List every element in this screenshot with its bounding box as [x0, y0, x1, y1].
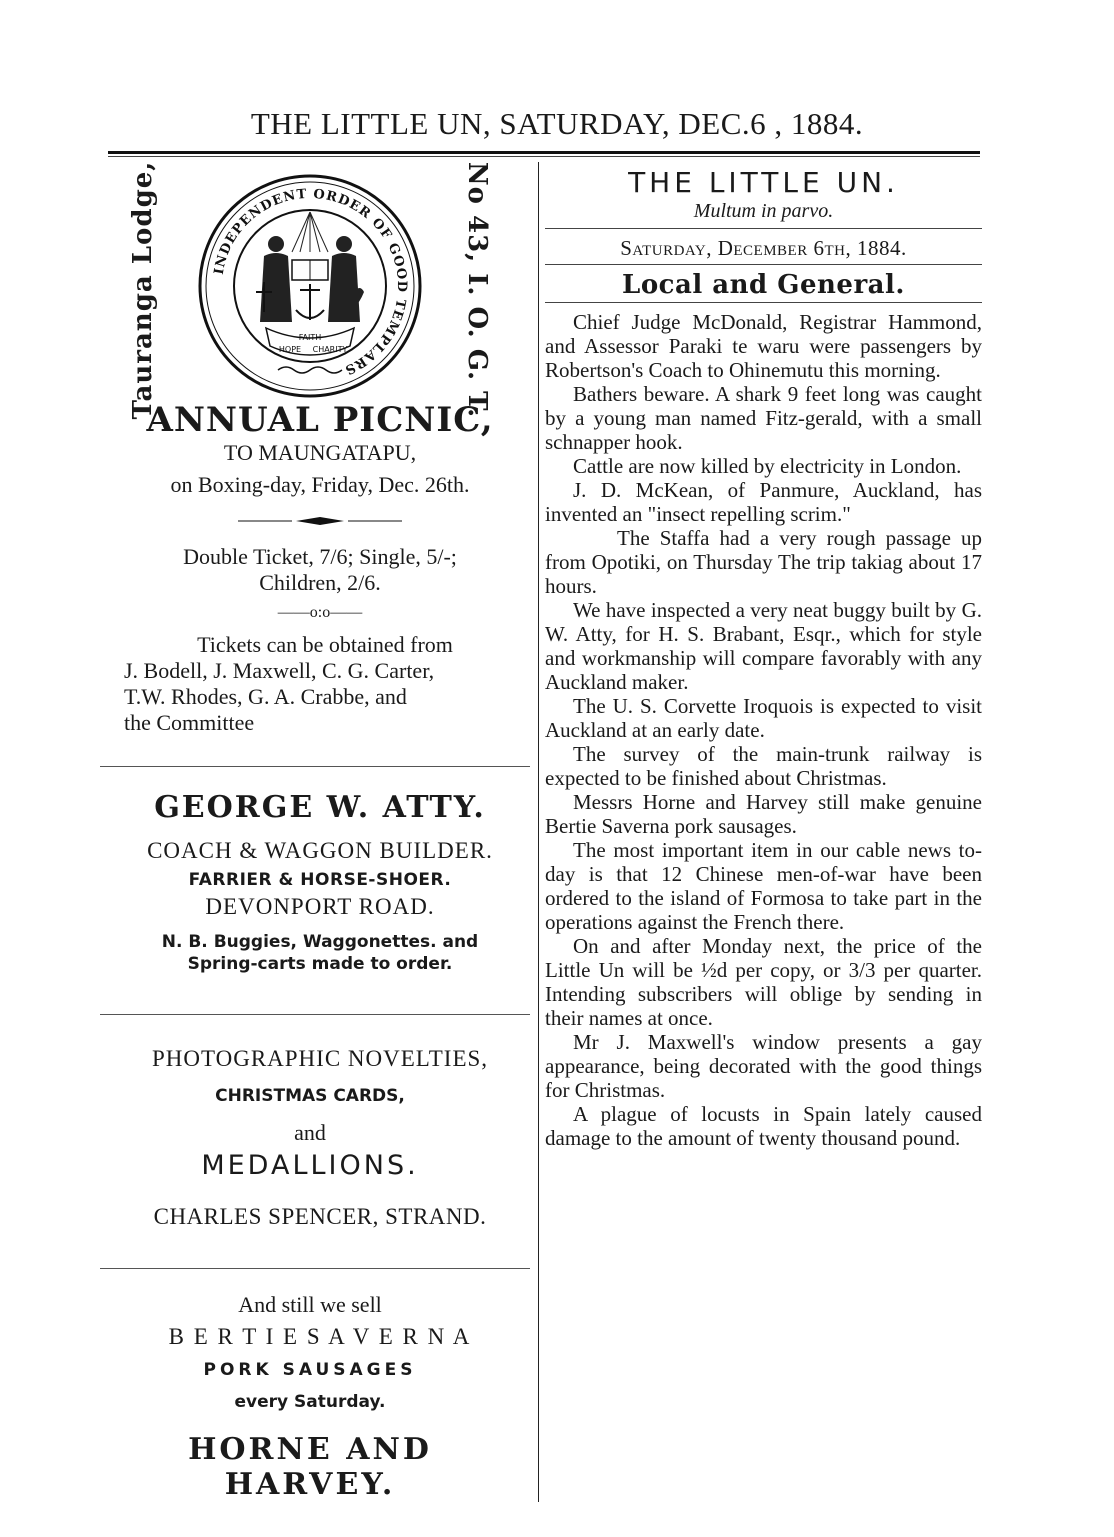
news-paragraph: On and after Monday next, the price of the Little Un will be ½d per copy, or 3/3 per quarter. Intending subscribers will oblige by sending in their names at once. [545, 934, 982, 1030]
lodge-number-vertical-text: No 43, I. O. G. T. [462, 161, 492, 419]
horne-bertie-saverna: B E R T I E S A V E R N A [168, 1324, 472, 1349]
section-rule [100, 1268, 530, 1269]
seal-charity: CHARITY [312, 345, 348, 354]
picnic-date: on Boxing-day, Friday, Dec. 26th. [170, 472, 470, 497]
atty-name: GEORGE W. ATTY. [154, 790, 486, 825]
horne-still-sell: And still we sell [238, 1292, 382, 1317]
paper-date: Saturday, December 6th, 1884. [620, 236, 907, 260]
picnic-tickets-line3: T.W. Rhodes, G. A. Crabbe, and [124, 684, 407, 709]
masthead-rule [108, 151, 980, 154]
picnic-tickets-line4: the Committee [124, 710, 255, 735]
spencer-novelties: PHOTOGRAPHIC NOVELTIES, [151, 1046, 489, 1071]
news-paragraph: The most important item in our cable news to-day is that 12 Chinese men-of-war have been ordered to the island of Formosa to take part in the operations against the French there. [545, 838, 982, 934]
news-paragraph: Bathers beware. A shark 9 feet long was caught by a young man named Fitz-gerald, with a small schnapper hook. [545, 382, 982, 454]
picnic-title: ANNUAL PICNIC, [146, 400, 494, 440]
horne-every-saturday: every Saturday. [234, 1392, 386, 1412]
title-rule [545, 228, 982, 229]
section-rule [100, 1014, 530, 1015]
paper-title: THE LITTLE UN. [628, 166, 899, 199]
picnic-prices-children: Children, 2/6. [259, 570, 381, 595]
lodge-number-vertical-label [452, 161, 502, 419]
news-paragraph: A plague of locusts in Spain lately caused damage to the amount of twenty thousand pound. [545, 1102, 982, 1150]
masthead-rule-thin [108, 156, 980, 157]
news-paragraph: Chief Judge McDonald, Registrar Hammond, and Assessor Paraki te waru were passengers by Robertson's Coach to Ohinemutu this morning. [545, 310, 982, 382]
spencer-cards: CHRISTMAS CARDS, [215, 1086, 405, 1106]
column-divider [538, 162, 539, 1502]
masthead-title: THE LITTLE UN, SATURDAY, DEC.6 , 1884. [250, 106, 864, 141]
date-rule [545, 264, 982, 265]
news-paragraph: The survey of the main-trunk railway is expected to be finished about Christmas. [545, 742, 982, 790]
atty-note-line1: N. B. Buggies, Waggonettes. and [161, 932, 479, 952]
picnic-tickets-line2: J. Bodell, J. Maxwell, C. G. Carter, [124, 658, 435, 683]
lodge-vertical-label [118, 160, 168, 420]
seal-ring-text: INDEPENDENT ORDER OF GOOD TEMPLARS [211, 186, 410, 378]
seal-faith: FAITH [298, 333, 322, 342]
ornament-divider [230, 514, 410, 528]
atty-trade: COACH & WAGGON BUILDER. [147, 838, 493, 863]
picnic-tickets-line1: Tickets can be obtained from [197, 632, 453, 657]
news-paragraph: J. D. McKean, of Panmure, Auckland, has invented an "insect repelling scrim." [545, 478, 982, 526]
seal-hope: HOPE [278, 345, 302, 354]
picnic-prices: Double Ticket, 7/6; Single, 5/-; [183, 544, 457, 569]
horne-and-harvey: HORNE AND HARVEY. [188, 1432, 432, 1502]
good-templars-seal [196, 172, 424, 400]
news-paragraph: The Staffa had a very rough passage up from Opotiki, on Thursday The trip takiag about 17 hours. [545, 526, 982, 598]
news-paragraph: We have inspected a very neat buggy built by G. W. Atty, for H. S. Brabant, Esqr., which for style and workmanship will compare favorably with any Auckland maker. [545, 598, 982, 694]
news-paragraph: The U. S. Corvette Iroquois is expected to visit Auckland at an early date. [545, 694, 982, 742]
section-rule [100, 766, 530, 767]
atty-note-line2: Spring-carts made to order. [187, 954, 453, 974]
spencer-name: CHARLES SPENCER, STRAND. [153, 1204, 487, 1229]
lodge-vertical-text: Tauranga Lodge, [128, 160, 158, 420]
news-paragraph: Mr J. Maxwell's window presents a gay appearance, being decorated with the good things for Christmas. [545, 1030, 982, 1102]
news-paragraph: Messrs Horne and Harvey still make genuine Bertie Saverna pork sausages. [545, 790, 982, 838]
horne-pork-sausages: PORK SAUSAGES [203, 1360, 417, 1380]
paper-motto: Multum in parvo. [693, 200, 834, 222]
news-paragraphs [545, 310, 982, 1150]
spencer-and: and [294, 1120, 326, 1145]
atty-address: DEVONPORT ROAD. [205, 894, 435, 919]
picnic-destination: TO MAUNGATAPU, [223, 440, 417, 465]
news-paragraph: Cattle are now killed by electricity in London. [573, 454, 962, 478]
picnic-small-divider: ——o:o—— [277, 604, 363, 621]
section-heading: Local and General. [622, 270, 905, 300]
spencer-medallions: MEDALLIONS. [201, 1150, 419, 1181]
atty-farrier: FARRIER & HORSE-SHOER. [188, 870, 452, 890]
section-rule [545, 302, 982, 303]
